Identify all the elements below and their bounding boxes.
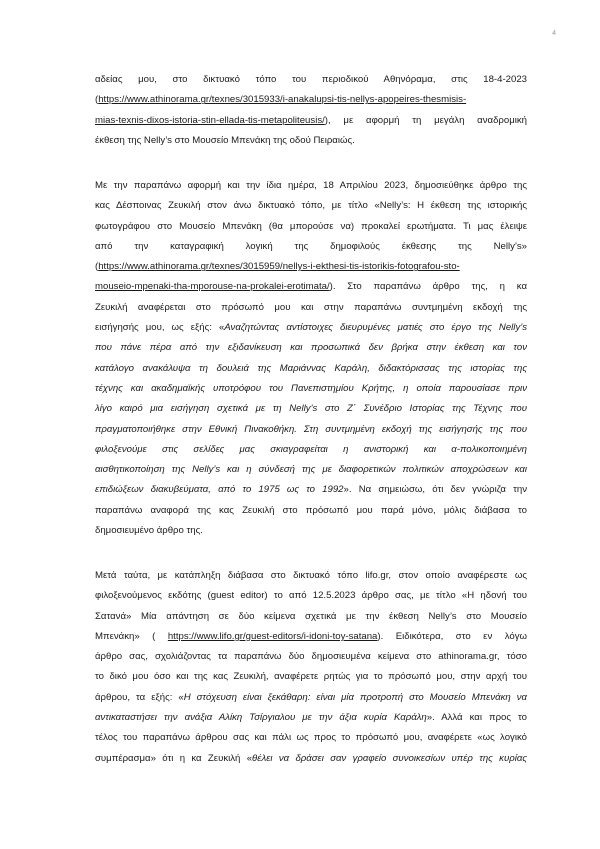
text-line — [95, 708, 527, 728]
text-line — [95, 399, 527, 419]
text-segment: συμπέρασμα» ότι η κα Ζευκιλή « — [95, 752, 253, 764]
text-segment: έκθεση της Nelly’s στο Μουσείο Μπενάκη της οδού Πειραιώς. — [95, 134, 355, 146]
text-line — [95, 379, 527, 399]
text-segment: από την καταγραφική λογική της δημοφιλούς έκθεσης της Nelly’s» — [95, 240, 527, 252]
text-line — [95, 566, 527, 586]
quoted-text: τέχνης και ακαδημαϊκής υποτρόφου του Πανεπιστημίου Κρήτης, η οποία παρουσίασε πριν — [95, 382, 527, 394]
text-segment: άρθρο σας, σχολιάζοντας τα παραπάνω δύο δημοσιευμένα κείμενα στο athinorama.gr, τόσο — [95, 651, 527, 663]
text-line — [95, 521, 527, 541]
text-segment: κας Δέσποινας Ζευκιλή στον άνω δικτυακό τόπο, με τίτλο «Nelly’s: Η έκθεση της ιστορικής — [95, 200, 527, 212]
text-line — [95, 257, 527, 277]
text-segment: ). Στο παραπάνω άρθρο της, η κα — [329, 281, 527, 293]
quoted-text: θέλει να δράσει σαν γραφείο συνοικεσίων υπέρ της κυρίας — [252, 752, 527, 764]
quoted-text: κατάλογο ανακάλυψα τη δουλειά της Μαριάννας Καράλη, διδακτόρισσας της ιστορίας της — [95, 362, 527, 374]
url-link[interactable]: https://www.lifo.gr/guest-editors/i-idoni-toy-satana — [167, 630, 378, 642]
text-segment: Με την παραπάνω αφορμή και την ίδια ημέρα, 18 Απριλίου 2023, δημοσιεύθηκε άρθρο της — [95, 180, 527, 191]
text-segment: Μπενάκη» ( — [95, 630, 168, 642]
url-link[interactable]: https://www.athinorama.gr/texnes/3015933/i-anakalupsi-tis-nellys-apopeires-thesmisis- — [98, 94, 467, 106]
url-link[interactable]: https://www.athinorama.gr/texnes/3015959/nellys-i-ekthesi-tis-istorikis-fotografou-sto- — [98, 261, 460, 273]
text-segment: ( — [95, 94, 99, 106]
text-segment: φωτογράφου στο Μουσείο Μπενάκη (θα μπορούσε να) προκαλεί ερωτήματα. Τι μας έλειψε — [95, 220, 527, 232]
text-line — [95, 359, 527, 379]
text-line — [95, 667, 527, 687]
page-corner-mark: 4 — [552, 30, 556, 37]
text-segment: ). Ειδικότερα, στο εν λόγω — [377, 630, 527, 642]
quoted-text: πραγματοποιήθηκε στην Εθνική Πινακοθήκη. Στη συντμημένη εκδοχή της εισήγησής της που — [95, 423, 527, 435]
text-line — [95, 688, 527, 708]
text-line — [95, 627, 527, 647]
paragraph-3 — [95, 566, 527, 769]
paragraph-1 — [95, 70, 527, 151]
text-segment: δημοσιευμένο άρθρο της. — [95, 525, 203, 537]
quoted-text: αντικαταστήσει την ανάξια Αλίκη Τσίργιαλου με την άξια κυρία Καράλη — [95, 712, 427, 724]
quoted-text: Αναζητώντας αντίστοιχες διευρυμένες ματιές στο έργο της Nelly’s — [224, 322, 527, 334]
quoted-text: λίγο καιρό μια εισήγηση σχετικά με τη Nelly’s στο Ζ΄ Συνέδριο Ιστορίας της Τέχνης που — [95, 403, 527, 415]
paragraph-2 — [95, 176, 527, 541]
text-line — [95, 70, 527, 90]
text-segment: Μετά ταύτα, με κατάπληξη διάβασα στο δικτυακό τόπο lifo.gr, στον οποίο αναφέρεστε ως — [95, 570, 527, 581]
text-line — [95, 460, 527, 480]
url-link[interactable]: mouseio-mpenaki-tha-mporouse-na-prokalei-erotimata/ — [95, 281, 330, 293]
text-segment: τέλος του παραπάνω άρθρου σας και πάλι ως προς το πρόσωπό μου, αναφέρετε «ως λογικό — [95, 732, 527, 744]
text-line — [95, 90, 527, 110]
text-segment: άρθρου, τα εξής: « — [95, 691, 184, 703]
text-segment: εισήγησής μου, ως εξής: « — [95, 322, 225, 334]
text-line — [95, 480, 527, 500]
text-segment: ( — [95, 261, 99, 273]
quoted-text: επιδιώξεων διακυβεύματα, από το 1975 ως το 1992 — [95, 484, 344, 496]
text-segment: Ζευκιλή αναφέρεται στο πρόσωπό μου και στην παραπάνω συντμημένη εκδοχή της — [95, 301, 527, 313]
text-segment: φιλοξενούμενος εκδότης (guest editor) το από 12.5.2023 άρθρο σας, με τίτλο «Η ηδονή του — [95, 590, 527, 602]
quoted-text: φιλοξενούμε στις σελίδες μας σκιαγραφείται η ανιστορική και α-πολικοποιημένη — [95, 443, 527, 455]
text-line — [95, 217, 527, 237]
text-line — [95, 237, 527, 257]
text-segment: ». Να σημειώσω, ότι δεν γνώριζα την — [343, 484, 527, 496]
text-segment: παραπάνω αναφορά της κας Ζευκιλή στο πρόσωπό μου παρά μόνο, μόλις διάβασα το — [95, 504, 527, 516]
text-segment: αδείας μου, στο δικτυακό τόπο του περιοδικού Αθηνόραμα, στις 18-4-2023 — [95, 74, 527, 85]
text-line — [95, 111, 527, 131]
quoted-text: Η στόχευση είναι ξεκάθαρη: είναι μία προτροπή στο Μουσείο Μπενάκη να — [183, 691, 527, 703]
text-line — [95, 196, 527, 216]
text-line — [95, 647, 527, 667]
text-line — [95, 607, 527, 627]
quoted-text: αισθητικοποίηση της Nelly’s και η σύνδεσή της με διαφορετικών πολιτικών αποχρώσεων και — [95, 464, 527, 476]
quoted-text: που πάνε πέρα από την εξιδανίκευση και προσωπικά δεν βρήκα στην έκθεση και τον — [95, 342, 527, 354]
text-line — [95, 749, 527, 769]
text-segment: ». Αλλά και προς το — [426, 712, 527, 724]
text-line — [95, 420, 527, 440]
text-line — [95, 176, 527, 196]
text-line — [95, 131, 527, 151]
text-segment: Σατανά» Μία απάντηση σε δύο κείμενα σχετικά με την έκθεση Nelly’s στο Μουσείο — [95, 610, 527, 622]
text-line — [95, 277, 527, 297]
text-segment: το δικό μου όσο και της κας Ζευκιλή, αναφέρετε ρητώς για το πρόσωπό μου, στην αρχή του — [95, 671, 527, 683]
text-line — [95, 728, 527, 748]
text-segment: ), με αφορμή τη μεγάλη αναδρομική — [324, 114, 527, 126]
url-link[interactable]: mias-texnis-dixos-istoria-stin-ellada-tis-metapoliteusis/ — [95, 114, 325, 126]
text-line — [95, 338, 527, 358]
text-line — [95, 318, 527, 338]
text-line — [95, 440, 527, 460]
text-line — [95, 298, 527, 318]
text-line — [95, 586, 527, 606]
text-line — [95, 501, 527, 521]
